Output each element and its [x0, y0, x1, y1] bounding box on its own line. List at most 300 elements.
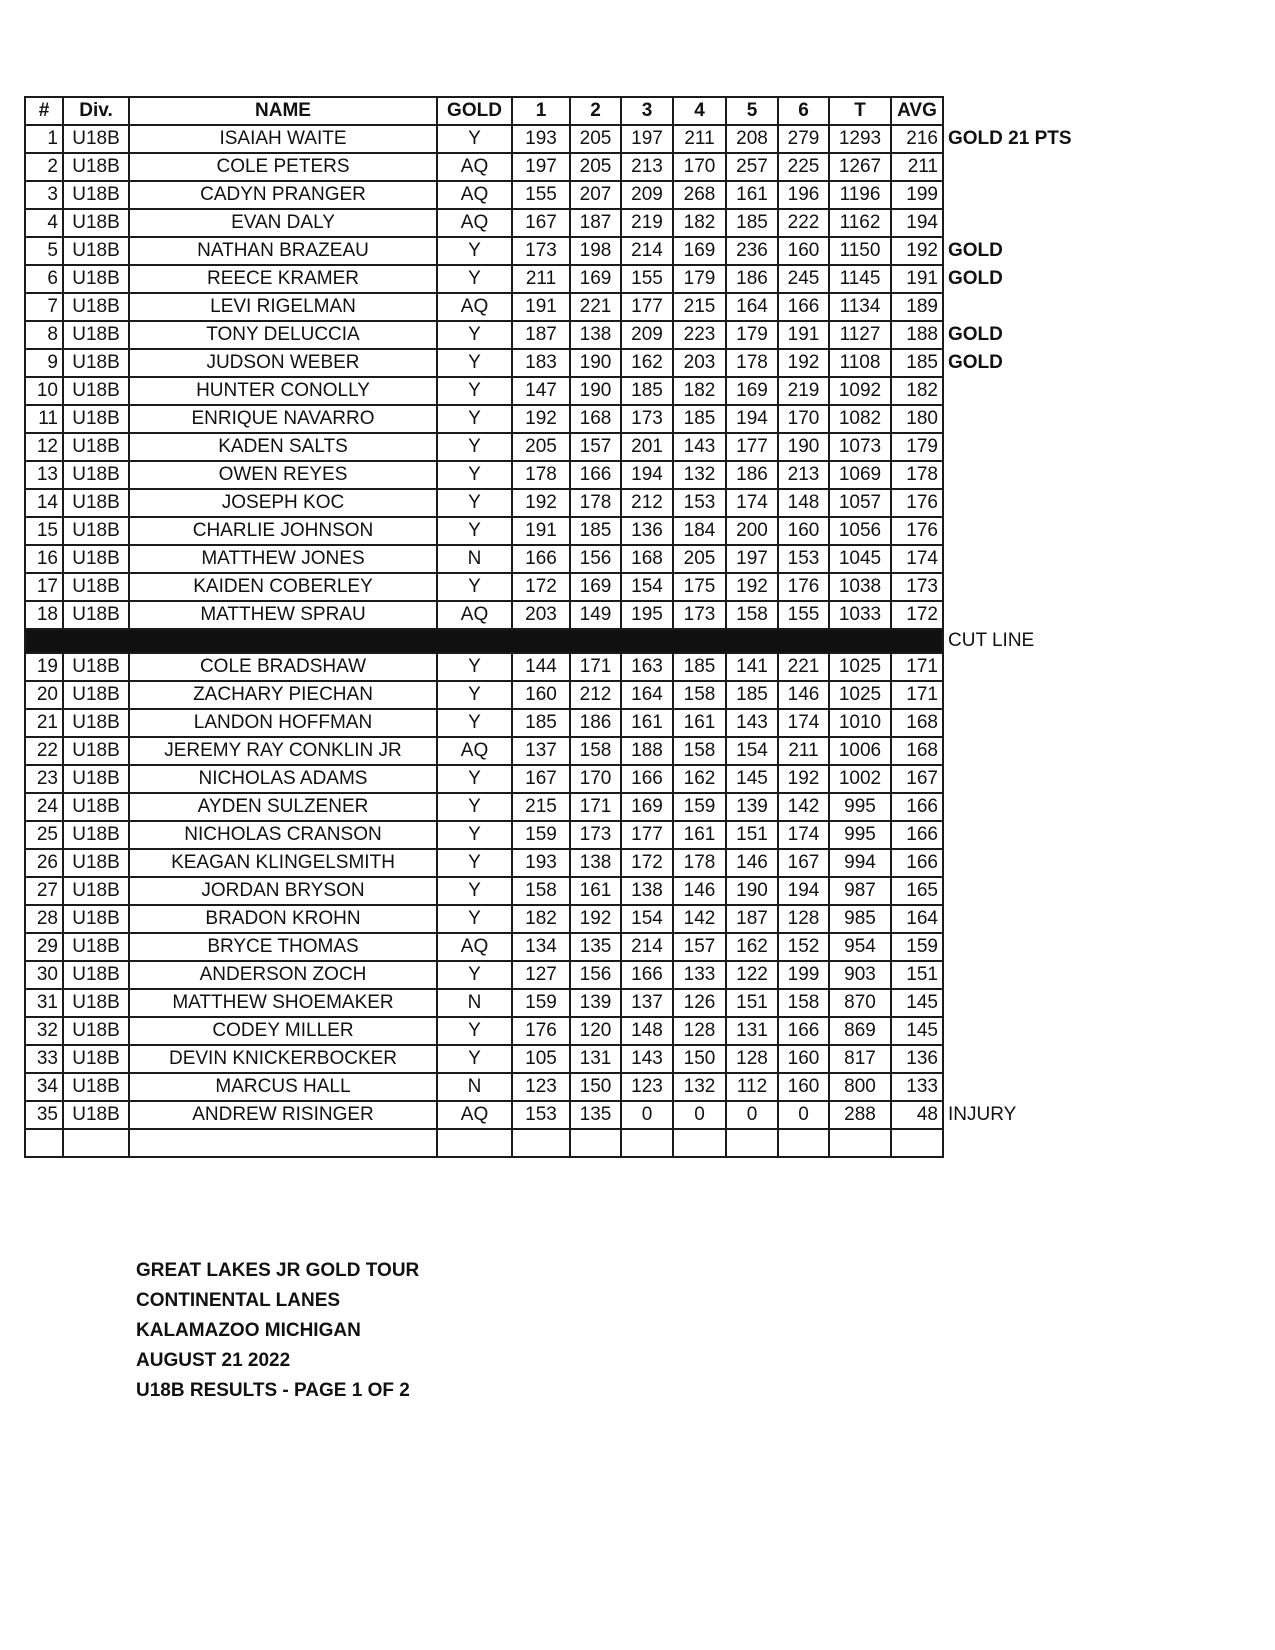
- table-row: [25, 1073, 1093, 1101]
- rank-cell: 9: [25, 349, 63, 377]
- average-cell: 194: [891, 209, 943, 237]
- result-note: [943, 849, 1093, 877]
- gold-status-cell: Y: [437, 461, 512, 489]
- game-1-score-cell: 211: [512, 265, 570, 293]
- game-4-score-cell: 157: [673, 933, 726, 961]
- average-cell: 164: [891, 905, 943, 933]
- rank-cell: 23: [25, 765, 63, 793]
- game-2-score-cell: 135: [570, 933, 621, 961]
- division-cell: U18B: [63, 461, 129, 489]
- average-cell: 136: [891, 1045, 943, 1073]
- bowler-name-cell: TONY DELUCCIA: [129, 321, 437, 349]
- game-3-score-cell: 148: [621, 1017, 673, 1045]
- game-5-score-cell: 0: [726, 1101, 778, 1129]
- rank-cell: 30: [25, 961, 63, 989]
- game-5-score-cell: 174: [726, 489, 778, 517]
- game-1-score-cell: 155: [512, 181, 570, 209]
- total-score-cell: 817: [829, 1045, 891, 1073]
- game-2-score-cell: 187: [570, 209, 621, 237]
- game-1-score-cell: 182: [512, 905, 570, 933]
- rank-cell: 5: [25, 237, 63, 265]
- blank-note: [943, 1129, 1093, 1157]
- game-2-score-cell: 221: [570, 293, 621, 321]
- total-score-cell: 1196: [829, 181, 891, 209]
- game-6-score-cell: 153: [778, 545, 829, 573]
- game-3-score-cell: 166: [621, 961, 673, 989]
- bowler-name-cell: COLE PETERS: [129, 153, 437, 181]
- game-4-score-cell: 158: [673, 737, 726, 765]
- footer-page-label: U18B RESULTS - PAGE 1 OF 2: [136, 1380, 410, 1401]
- game-6-score-cell: 211: [778, 737, 829, 765]
- average-cell: 166: [891, 821, 943, 849]
- game-2-score-cell: 190: [570, 349, 621, 377]
- header-average: AVG: [891, 97, 943, 125]
- game-4-score-cell: 185: [673, 653, 726, 681]
- result-note: [943, 601, 1093, 629]
- game-3-score-cell: 214: [621, 933, 673, 961]
- game-2-score-cell: 131: [570, 1045, 621, 1073]
- total-score-cell: 985: [829, 905, 891, 933]
- game-2-score-cell: 166: [570, 461, 621, 489]
- game-5-score-cell: 161: [726, 181, 778, 209]
- total-score-cell: 1033: [829, 601, 891, 629]
- game-5-score-cell: 146: [726, 849, 778, 877]
- game-3-score-cell: 136: [621, 517, 673, 545]
- game-4-score-cell: 161: [673, 821, 726, 849]
- average-cell: 188: [891, 321, 943, 349]
- total-score-cell: 1025: [829, 681, 891, 709]
- game-5-score-cell: 185: [726, 209, 778, 237]
- rank-cell: 34: [25, 1073, 63, 1101]
- result-note: [943, 1017, 1093, 1045]
- header-name: NAME: [129, 97, 437, 125]
- header-division: Div.: [63, 97, 129, 125]
- bowler-name-cell: MATTHEW SHOEMAKER: [129, 989, 437, 1017]
- result-note: [943, 1073, 1093, 1101]
- gold-status-cell: AQ: [437, 209, 512, 237]
- table-row: [25, 293, 1093, 321]
- total-score-cell: 987: [829, 877, 891, 905]
- game-3-score-cell: 123: [621, 1073, 673, 1101]
- division-cell: U18B: [63, 601, 129, 629]
- game-2-score-cell: 138: [570, 321, 621, 349]
- bowler-name-cell: MATTHEW JONES: [129, 545, 437, 573]
- gold-status-cell: AQ: [437, 181, 512, 209]
- game-5-score-cell: 192: [726, 573, 778, 601]
- game-5-score-cell: 186: [726, 265, 778, 293]
- gold-status-cell: Y: [437, 377, 512, 405]
- average-cell: 189: [891, 293, 943, 321]
- rank-cell: 18: [25, 601, 63, 629]
- rank-cell: 2: [25, 153, 63, 181]
- bowler-name-cell: NATHAN BRAZEAU: [129, 237, 437, 265]
- game-4-score-cell: 178: [673, 849, 726, 877]
- division-cell: U18B: [63, 573, 129, 601]
- average-cell: 199: [891, 181, 943, 209]
- division-cell: U18B: [63, 237, 129, 265]
- table-row: [25, 405, 1093, 433]
- gold-status-cell: AQ: [437, 737, 512, 765]
- rank-cell: 16: [25, 545, 63, 573]
- game-3-score-cell: 194: [621, 461, 673, 489]
- game-1-score-cell: 178: [512, 461, 570, 489]
- header-game-5: 5: [726, 97, 778, 125]
- table-row: [25, 961, 1093, 989]
- header-gold: GOLD: [437, 97, 512, 125]
- average-cell: 176: [891, 517, 943, 545]
- result-note: [943, 681, 1093, 709]
- rank-cell: 15: [25, 517, 63, 545]
- game-4-score-cell: 133: [673, 961, 726, 989]
- rank-cell: 35: [25, 1101, 63, 1129]
- gold-status-cell: Y: [437, 321, 512, 349]
- bowler-name-cell: BRYCE THOMAS: [129, 933, 437, 961]
- total-score-cell: 995: [829, 793, 891, 821]
- gold-status-cell: N: [437, 545, 512, 573]
- game-4-score-cell: 132: [673, 1073, 726, 1101]
- table-row: [25, 709, 1093, 737]
- game-4-score-cell: 132: [673, 461, 726, 489]
- game-6-score-cell: 219: [778, 377, 829, 405]
- game-3-score-cell: 0: [621, 1101, 673, 1129]
- game-1-score-cell: 185: [512, 709, 570, 737]
- gold-status-cell: Y: [437, 517, 512, 545]
- average-cell: 191: [891, 265, 943, 293]
- game-4-score-cell: 203: [673, 349, 726, 377]
- bowler-name-cell: LANDON HOFFMAN: [129, 709, 437, 737]
- game-4-score-cell: 185: [673, 405, 726, 433]
- game-2-score-cell: 168: [570, 405, 621, 433]
- footer-venue: CONTINENTAL LANES: [136, 1290, 341, 1311]
- table-row: [25, 653, 1093, 681]
- rows-below-cut: [25, 653, 1093, 1129]
- result-note: GOLD: [948, 352, 1003, 373]
- result-note: [943, 573, 1093, 601]
- gold-status-cell: Y: [437, 821, 512, 849]
- division-cell: U18B: [63, 765, 129, 793]
- game-5-score-cell: 179: [726, 321, 778, 349]
- game-3-score-cell: 162: [621, 349, 673, 377]
- bowler-name-cell: KEAGAN KLINGELSMITH: [129, 849, 437, 877]
- game-5-score-cell: 164: [726, 293, 778, 321]
- bowler-name-cell: ANDERSON ZOCH: [129, 961, 437, 989]
- game-1-score-cell: 123: [512, 1073, 570, 1101]
- game-2-score-cell: 212: [570, 681, 621, 709]
- game-4-score-cell: 143: [673, 433, 726, 461]
- bowler-name-cell: LEVI RIGELMAN: [129, 293, 437, 321]
- total-score-cell: 869: [829, 1017, 891, 1045]
- footer-location: KALAMAZOO MICHIGAN: [136, 1320, 361, 1341]
- bowler-name-cell: COLE BRADSHAW: [129, 653, 437, 681]
- gold-status-cell: Y: [437, 237, 512, 265]
- bowler-name-cell: CADYN PRANGER: [129, 181, 437, 209]
- average-cell: 179: [891, 433, 943, 461]
- average-cell: 182: [891, 377, 943, 405]
- game-2-score-cell: 192: [570, 905, 621, 933]
- result-note: [943, 709, 1093, 737]
- gold-status-cell: Y: [437, 961, 512, 989]
- rank-cell: 29: [25, 933, 63, 961]
- game-5-score-cell: 177: [726, 433, 778, 461]
- result-note: GOLD: [948, 324, 1003, 345]
- rank-cell: 17: [25, 573, 63, 601]
- game-3-score-cell: 177: [621, 293, 673, 321]
- division-cell: U18B: [63, 153, 129, 181]
- game-5-score-cell: 190: [726, 877, 778, 905]
- table-row: [25, 125, 1093, 153]
- result-note: [943, 737, 1093, 765]
- division-cell: U18B: [63, 793, 129, 821]
- rank-cell: 12: [25, 433, 63, 461]
- table-row: [25, 545, 1093, 573]
- rank-cell: 3: [25, 181, 63, 209]
- result-note: [943, 209, 1093, 237]
- rank-cell: 21: [25, 709, 63, 737]
- game-5-score-cell: 162: [726, 933, 778, 961]
- blank-cell: [891, 1129, 943, 1157]
- total-score-cell: 1108: [829, 349, 891, 377]
- division-cell: U18B: [63, 905, 129, 933]
- table-row: [25, 1101, 1093, 1129]
- division-cell: U18B: [63, 961, 129, 989]
- rank-cell: 7: [25, 293, 63, 321]
- bowler-name-cell: JOSEPH KOC: [129, 489, 437, 517]
- average-cell: 167: [891, 765, 943, 793]
- bowler-name-cell: HUNTER CONOLLY: [129, 377, 437, 405]
- game-5-score-cell: 187: [726, 905, 778, 933]
- table-row: [25, 349, 1093, 377]
- game-2-score-cell: 169: [570, 573, 621, 601]
- table-row: [25, 849, 1093, 877]
- game-2-score-cell: 198: [570, 237, 621, 265]
- total-score-cell: 1002: [829, 765, 891, 793]
- game-3-score-cell: 154: [621, 573, 673, 601]
- game-6-score-cell: 170: [778, 405, 829, 433]
- game-5-score-cell: 208: [726, 125, 778, 153]
- game-6-score-cell: 167: [778, 849, 829, 877]
- game-5-score-cell: 200: [726, 517, 778, 545]
- bowler-name-cell: CHARLIE JOHNSON: [129, 517, 437, 545]
- game-4-score-cell: 182: [673, 377, 726, 405]
- gold-status-cell: Y: [437, 877, 512, 905]
- rank-cell: 25: [25, 821, 63, 849]
- game-6-score-cell: 279: [778, 125, 829, 153]
- game-3-score-cell: 161: [621, 709, 673, 737]
- header-game-3: 3: [621, 97, 673, 125]
- rows-above-cut: [25, 125, 1093, 629]
- game-2-score-cell: 156: [570, 545, 621, 573]
- game-6-score-cell: 190: [778, 433, 829, 461]
- event-footer: [136, 1256, 419, 1406]
- game-1-score-cell: 144: [512, 653, 570, 681]
- bowler-name-cell: EVAN DALY: [129, 209, 437, 237]
- result-note: [943, 517, 1093, 545]
- gold-status-cell: Y: [437, 681, 512, 709]
- game-2-score-cell: 156: [570, 961, 621, 989]
- gold-status-cell: AQ: [437, 1101, 512, 1129]
- game-5-score-cell: 197: [726, 545, 778, 573]
- total-score-cell: 870: [829, 989, 891, 1017]
- table-row: [25, 793, 1093, 821]
- game-5-score-cell: 143: [726, 709, 778, 737]
- game-6-score-cell: 213: [778, 461, 829, 489]
- average-cell: 168: [891, 737, 943, 765]
- rank-cell: 28: [25, 905, 63, 933]
- game-4-score-cell: 162: [673, 765, 726, 793]
- division-cell: U18B: [63, 377, 129, 405]
- table-row: [25, 573, 1093, 601]
- average-cell: 166: [891, 793, 943, 821]
- blank-cell: [570, 1129, 621, 1157]
- rank-cell: 32: [25, 1017, 63, 1045]
- result-note: [943, 989, 1093, 1017]
- blank-cell: [437, 1129, 512, 1157]
- game-3-score-cell: 164: [621, 681, 673, 709]
- blank-cell: [621, 1129, 673, 1157]
- total-score-cell: 1025: [829, 653, 891, 681]
- game-6-score-cell: 221: [778, 653, 829, 681]
- table-row: [25, 153, 1093, 181]
- game-6-score-cell: 245: [778, 265, 829, 293]
- gold-status-cell: Y: [437, 765, 512, 793]
- division-cell: U18B: [63, 877, 129, 905]
- header-game-6: 6: [778, 97, 829, 125]
- result-note: [943, 545, 1093, 573]
- total-score-cell: 903: [829, 961, 891, 989]
- game-1-score-cell: 215: [512, 793, 570, 821]
- bowler-name-cell: OWEN REYES: [129, 461, 437, 489]
- total-score-cell: 1162: [829, 209, 891, 237]
- game-6-score-cell: 166: [778, 293, 829, 321]
- average-cell: 151: [891, 961, 943, 989]
- game-6-score-cell: 142: [778, 793, 829, 821]
- result-note: [943, 461, 1093, 489]
- game-2-score-cell: 169: [570, 265, 621, 293]
- game-6-score-cell: 152: [778, 933, 829, 961]
- result-note: [943, 877, 1093, 905]
- bowler-name-cell: MATTHEW SPRAU: [129, 601, 437, 629]
- table-row: [25, 265, 1093, 293]
- game-2-score-cell: 120: [570, 1017, 621, 1045]
- result-note: [943, 405, 1093, 433]
- game-2-score-cell: 178: [570, 489, 621, 517]
- result-note: [943, 765, 1093, 793]
- game-4-score-cell: 268: [673, 181, 726, 209]
- game-6-score-cell: 160: [778, 1045, 829, 1073]
- result-note: [943, 181, 1093, 209]
- table-row: [25, 765, 1093, 793]
- rank-cell: 26: [25, 849, 63, 877]
- division-cell: U18B: [63, 933, 129, 961]
- bowler-name-cell: ISAIAH WAITE: [129, 125, 437, 153]
- game-3-score-cell: 173: [621, 405, 673, 433]
- gold-status-cell: Y: [437, 653, 512, 681]
- bowler-name-cell: ENRIQUE NAVARRO: [129, 405, 437, 433]
- table-row: [25, 821, 1093, 849]
- game-3-score-cell: 143: [621, 1045, 673, 1073]
- gold-status-cell: Y: [437, 125, 512, 153]
- game-4-score-cell: 223: [673, 321, 726, 349]
- game-3-score-cell: 214: [621, 237, 673, 265]
- game-1-score-cell: 160: [512, 681, 570, 709]
- game-1-score-cell: 134: [512, 933, 570, 961]
- game-1-score-cell: 147: [512, 377, 570, 405]
- rank-cell: 33: [25, 1045, 63, 1073]
- result-note: [943, 653, 1093, 681]
- game-5-score-cell: 178: [726, 349, 778, 377]
- header-rank: #: [25, 97, 63, 125]
- game-1-score-cell: 203: [512, 601, 570, 629]
- game-5-score-cell: 128: [726, 1045, 778, 1073]
- division-cell: U18B: [63, 1073, 129, 1101]
- bowler-name-cell: KADEN SALTS: [129, 433, 437, 461]
- header-game-2: 2: [570, 97, 621, 125]
- average-cell: 133: [891, 1073, 943, 1101]
- cut-line-row: [25, 629, 1093, 653]
- division-cell: U18B: [63, 1045, 129, 1073]
- average-cell: 168: [891, 709, 943, 737]
- total-score-cell: 994: [829, 849, 891, 877]
- game-2-score-cell: 173: [570, 821, 621, 849]
- game-5-score-cell: 158: [726, 601, 778, 629]
- total-score-cell: 1069: [829, 461, 891, 489]
- game-4-score-cell: 159: [673, 793, 726, 821]
- total-score-cell: 1010: [829, 709, 891, 737]
- division-cell: U18B: [63, 1101, 129, 1129]
- game-5-score-cell: 151: [726, 989, 778, 1017]
- gold-status-cell: Y: [437, 349, 512, 377]
- game-5-score-cell: 194: [726, 405, 778, 433]
- bowler-name-cell: KAIDEN COBERLEY: [129, 573, 437, 601]
- average-cell: 165: [891, 877, 943, 905]
- game-3-score-cell: 138: [621, 877, 673, 905]
- game-3-score-cell: 201: [621, 433, 673, 461]
- blank-cell: [25, 1129, 63, 1157]
- game-5-score-cell: 154: [726, 737, 778, 765]
- bowler-name-cell: JORDAN BRYSON: [129, 877, 437, 905]
- game-5-score-cell: 112: [726, 1073, 778, 1101]
- game-1-score-cell: 192: [512, 489, 570, 517]
- gold-status-cell: Y: [437, 1017, 512, 1045]
- division-cell: U18B: [63, 737, 129, 765]
- game-5-score-cell: 131: [726, 1017, 778, 1045]
- blank-row: [25, 1129, 1093, 1157]
- bowler-name-cell: MARCUS HALL: [129, 1073, 437, 1101]
- rank-cell: 8: [25, 321, 63, 349]
- division-cell: U18B: [63, 653, 129, 681]
- gold-status-cell: Y: [437, 849, 512, 877]
- total-score-cell: 1145: [829, 265, 891, 293]
- game-5-score-cell: 122: [726, 961, 778, 989]
- game-3-score-cell: 185: [621, 377, 673, 405]
- division-cell: U18B: [63, 545, 129, 573]
- game-1-score-cell: 158: [512, 877, 570, 905]
- game-2-score-cell: 157: [570, 433, 621, 461]
- result-note: [943, 153, 1093, 181]
- game-2-score-cell: 150: [570, 1073, 621, 1101]
- gold-status-cell: Y: [437, 905, 512, 933]
- total-score-cell: 1045: [829, 545, 891, 573]
- gold-status-cell: AQ: [437, 601, 512, 629]
- result-note: [943, 933, 1093, 961]
- game-3-score-cell: 219: [621, 209, 673, 237]
- division-cell: U18B: [63, 517, 129, 545]
- game-4-score-cell: 173: [673, 601, 726, 629]
- total-score-cell: 1134: [829, 293, 891, 321]
- average-cell: 176: [891, 489, 943, 517]
- gold-status-cell: Y: [437, 709, 512, 737]
- game-5-score-cell: 145: [726, 765, 778, 793]
